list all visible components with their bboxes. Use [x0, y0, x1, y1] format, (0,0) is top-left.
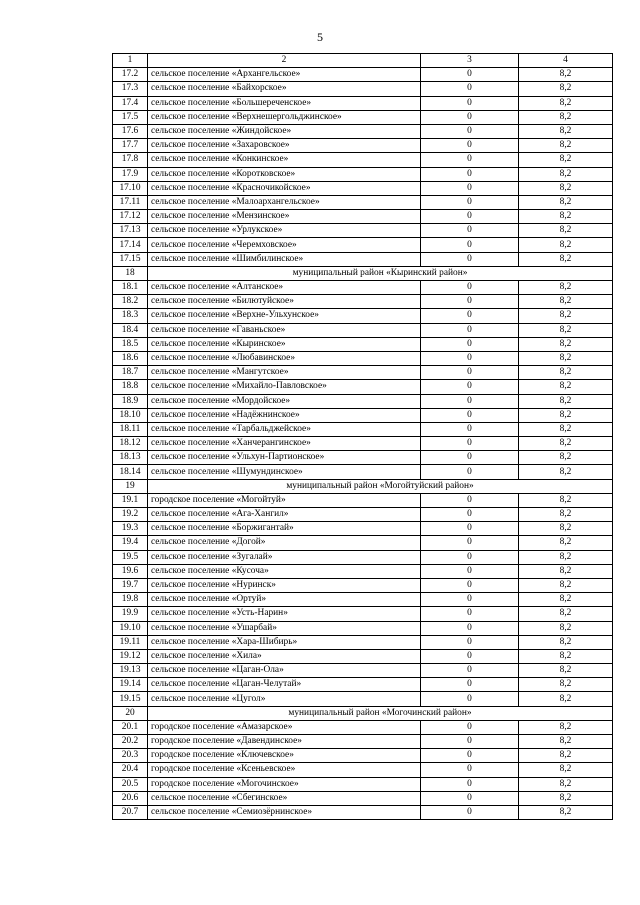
row-number: 19.10: [113, 621, 148, 635]
row-number: 18.7: [113, 366, 148, 380]
settlement-name: сельское поселение «Догой»: [148, 536, 421, 550]
table-row: [113, 664, 613, 678]
table-row: [113, 607, 613, 621]
table-row: [113, 720, 613, 734]
column-3-value: 0: [421, 607, 519, 621]
section-title: муниципальный район «Могочинский район»: [148, 706, 613, 720]
column-3-value: 0: [421, 337, 519, 351]
column-4-value: 8,2: [519, 550, 613, 564]
row-number: 20.2: [113, 735, 148, 749]
column-3-value: 0: [421, 593, 519, 607]
settlement-name: сельское поселение «Кыринское»: [148, 337, 421, 351]
column-4-value: 8,2: [519, 281, 613, 295]
table-row: [113, 649, 613, 663]
column-4-value: 8,2: [519, 805, 613, 819]
settlement-name: сельское поселение «Билютуйское»: [148, 295, 421, 309]
settlement-name: городское поселение «Могойтуй»: [148, 493, 421, 507]
column-3-value: 0: [421, 621, 519, 635]
row-number: 18.10: [113, 408, 148, 422]
row-number: 18.3: [113, 309, 148, 323]
settlement-name: сельское поселение «Зугалай»: [148, 550, 421, 564]
settlement-name: сельское поселение «Урлукское»: [148, 224, 421, 238]
table-row: [113, 493, 613, 507]
column-4-value: 8,2: [519, 678, 613, 692]
column-4-value: 8,2: [519, 422, 613, 436]
column-3-value: 0: [421, 181, 519, 195]
settlement-name: сельское поселение «Ага-Хангил»: [148, 508, 421, 522]
column-4-value: 8,2: [519, 82, 613, 96]
row-number: 20.4: [113, 763, 148, 777]
settlement-name: сельское поселение «Цаган-Челутай»: [148, 678, 421, 692]
table-row: [113, 635, 613, 649]
table-row: [113, 451, 613, 465]
section-number: 20: [113, 706, 148, 720]
column-4-value: 8,2: [519, 564, 613, 578]
row-number: 19.15: [113, 692, 148, 706]
settlement-name: сельское поселение «Малоархангельское»: [148, 195, 421, 209]
settlement-name: городское поселение «Ксеньевское»: [148, 763, 421, 777]
table-row: [113, 593, 613, 607]
row-number: 20.1: [113, 720, 148, 734]
column-3-value: 0: [421, 281, 519, 295]
column-3-value: 0: [421, 139, 519, 153]
row-number: 18.13: [113, 451, 148, 465]
row-number: 17.13: [113, 224, 148, 238]
column-3-value: 0: [421, 295, 519, 309]
column-3-value: 0: [421, 366, 519, 380]
table-row: [113, 777, 613, 791]
row-number: 17.6: [113, 124, 148, 138]
column-4-value: 8,2: [519, 210, 613, 224]
column-3-value: 0: [421, 720, 519, 734]
column-4-value: 8,2: [519, 124, 613, 138]
column-3-value: 0: [421, 96, 519, 110]
page-number: 5: [317, 30, 323, 44]
table-row: [113, 522, 613, 536]
row-number: 18.11: [113, 422, 148, 436]
settlement-name: сельское поселение «Мензинское»: [148, 210, 421, 224]
column-4-value: 8,2: [519, 607, 613, 621]
table-row: [113, 167, 613, 181]
table-row: [113, 124, 613, 138]
column-3-value: 0: [421, 735, 519, 749]
column-4-value: 8,2: [519, 252, 613, 266]
settlement-name: сельское поселение «Усть-Нарин»: [148, 607, 421, 621]
column-3-value: 0: [421, 635, 519, 649]
row-number: 18.9: [113, 394, 148, 408]
table-row: [113, 181, 613, 195]
settlement-name: сельское поселение «Конкинское»: [148, 153, 421, 167]
column-4-value: 8,2: [519, 621, 613, 635]
row-number: 17.11: [113, 195, 148, 209]
settlement-name: сельское поселение «Алтанское»: [148, 281, 421, 295]
column-4-value: 8,2: [519, 720, 613, 734]
settlement-name: сельское поселение «Красночикойское»: [148, 181, 421, 195]
table-row: [113, 82, 613, 96]
column-4-value: 8,2: [519, 380, 613, 394]
column-3-value: 0: [421, 522, 519, 536]
row-number: 17.3: [113, 82, 148, 96]
table-row: [113, 96, 613, 110]
table-row: [113, 465, 613, 479]
settlement-name: сельское поселение «Боржигантай»: [148, 522, 421, 536]
column-4-value: 8,2: [519, 224, 613, 238]
column-3-value: 0: [421, 465, 519, 479]
column-3-value: 0: [421, 749, 519, 763]
settlement-name: сельское поселение «Сбегинское»: [148, 791, 421, 805]
table-row: [113, 550, 613, 564]
column-3-value: 0: [421, 153, 519, 167]
settlement-name: сельское поселение «Верхне-Ульхунское»: [148, 309, 421, 323]
column-4-value: 8,2: [519, 68, 613, 82]
row-number: 19.12: [113, 649, 148, 663]
row-number: 17.8: [113, 153, 148, 167]
settlement-name: сельское поселение «Хила»: [148, 649, 421, 663]
row-number: 19.13: [113, 664, 148, 678]
column-4-value: 8,2: [519, 777, 613, 791]
table-row: [113, 224, 613, 238]
column-4-value: 8,2: [519, 649, 613, 663]
row-number: 17.9: [113, 167, 148, 181]
column-4-value: 8,2: [519, 139, 613, 153]
table-row: [113, 805, 613, 819]
settlement-name: сельское поселение «Шимбилинское»: [148, 252, 421, 266]
column-3-value: 0: [421, 422, 519, 436]
settlement-name: сельское поселение «Захаровское»: [148, 139, 421, 153]
table-row: [113, 309, 613, 323]
table-row: [113, 366, 613, 380]
table-row: [113, 337, 613, 351]
row-number: 17.4: [113, 96, 148, 110]
settlement-name: сельское поселение «Ортуй»: [148, 593, 421, 607]
table-row: [113, 564, 613, 578]
column-4-value: 8,2: [519, 593, 613, 607]
table-row: [113, 323, 613, 337]
column-3-value: 0: [421, 664, 519, 678]
row-number: 19.11: [113, 635, 148, 649]
column-3-value: 0: [421, 649, 519, 663]
column-4-value: 8,2: [519, 110, 613, 124]
row-number: 19.8: [113, 593, 148, 607]
settlement-name: сельское поселение «Ульхун-Партионское»: [148, 451, 421, 465]
column-3-value: 0: [421, 692, 519, 706]
column-4-value: 8,2: [519, 408, 613, 422]
table-row: [113, 153, 613, 167]
column-4-value: 8,2: [519, 167, 613, 181]
data-table: [112, 53, 613, 820]
settlement-name: сельское поселение «Цугол»: [148, 692, 421, 706]
settlement-name: сельское поселение «Байхорское»: [148, 82, 421, 96]
column-3-value: 0: [421, 68, 519, 82]
column-4-value: 8,2: [519, 749, 613, 763]
row-number: 19.5: [113, 550, 148, 564]
column-4-value: 8,2: [519, 763, 613, 777]
column-3-value: 0: [421, 82, 519, 96]
table-row: [113, 735, 613, 749]
table-body: [113, 68, 613, 820]
column-4-value: 8,2: [519, 664, 613, 678]
column-3-value: 0: [421, 564, 519, 578]
table-row: [113, 68, 613, 82]
column-3-value: 0: [421, 508, 519, 522]
row-number: 18.4: [113, 323, 148, 337]
column-4-value: 8,2: [519, 195, 613, 209]
row-number: 20.6: [113, 791, 148, 805]
table-row: [113, 437, 613, 451]
settlement-name: сельское поселение «Цаган-Ола»: [148, 664, 421, 678]
row-number: 17.12: [113, 210, 148, 224]
table-row: [113, 422, 613, 436]
row-number: 17.5: [113, 110, 148, 124]
row-number: 20.7: [113, 805, 148, 819]
settlement-name: сельское поселение «Кусоча»: [148, 564, 421, 578]
settlement-name: сельское поселение «Архангельское»: [148, 68, 421, 82]
settlement-name: сельское поселение «Тарбальджейское»: [148, 422, 421, 436]
settlement-name: сельское поселение «Ушарбай»: [148, 621, 421, 635]
column-4-value: 8,2: [519, 735, 613, 749]
settlement-name: сельское поселение «Черемховское»: [148, 238, 421, 252]
settlement-name: городское поселение «Давендинское»: [148, 735, 421, 749]
settlement-name: сельское поселение «Надёжнинское»: [148, 408, 421, 422]
settlement-name: сельское поселение «Семиозёрнинское»: [148, 805, 421, 819]
section-row: [113, 266, 613, 280]
table-row: [113, 763, 613, 777]
table-row: [113, 408, 613, 422]
column-4-value: 8,2: [519, 238, 613, 252]
table-row: [113, 394, 613, 408]
column-3-value: 0: [421, 437, 519, 451]
settlement-name: сельское поселение «Хара-Шибирь»: [148, 635, 421, 649]
column-3-value: 0: [421, 678, 519, 692]
settlement-name: сельское поселение «Нуринск»: [148, 578, 421, 592]
column-3-value: 0: [421, 536, 519, 550]
column-3-value: 0: [421, 805, 519, 819]
header-col-1: 1: [113, 54, 148, 68]
column-4-value: 8,2: [519, 96, 613, 110]
table-row: [113, 295, 613, 309]
column-4-value: 8,2: [519, 295, 613, 309]
header-row: [113, 54, 613, 68]
row-number: 18.8: [113, 380, 148, 394]
settlement-name: сельское поселение «Ханчерангинское»: [148, 437, 421, 451]
section-number: 18: [113, 266, 148, 280]
column-4-value: 8,2: [519, 181, 613, 195]
column-4-value: 8,2: [519, 522, 613, 536]
row-number: 19.4: [113, 536, 148, 550]
table-row: [113, 281, 613, 295]
table-row: [113, 692, 613, 706]
column-3-value: 0: [421, 210, 519, 224]
column-4-value: 8,2: [519, 309, 613, 323]
row-number: 19.14: [113, 678, 148, 692]
row-number: 18.6: [113, 351, 148, 365]
column-4-value: 8,2: [519, 508, 613, 522]
header-col-3: 3: [421, 54, 519, 68]
column-3-value: 0: [421, 309, 519, 323]
column-4-value: 8,2: [519, 536, 613, 550]
row-number: 18.5: [113, 337, 148, 351]
column-4-value: 8,2: [519, 578, 613, 592]
section-number: 19: [113, 479, 148, 493]
row-number: 18.2: [113, 295, 148, 309]
row-number: 17.14: [113, 238, 148, 252]
row-number: 19.3: [113, 522, 148, 536]
settlement-name: сельское поселение «Гаваньское»: [148, 323, 421, 337]
table-row: [113, 139, 613, 153]
column-4-value: 8,2: [519, 692, 613, 706]
settlement-name: сельское поселение «Михайло-Павловское»: [148, 380, 421, 394]
column-3-value: 0: [421, 763, 519, 777]
row-number: 18.1: [113, 281, 148, 295]
section-row: [113, 706, 613, 720]
column-3-value: 0: [421, 351, 519, 365]
column-3-value: 0: [421, 323, 519, 337]
settlement-name: сельское поселение «Мангутское»: [148, 366, 421, 380]
table-row: [113, 621, 613, 635]
settlement-name: городское поселение «Ключевское»: [148, 749, 421, 763]
column-3-value: 0: [421, 578, 519, 592]
section-row: [113, 479, 613, 493]
row-number: 19.7: [113, 578, 148, 592]
column-4-value: 8,2: [519, 493, 613, 507]
column-3-value: 0: [421, 493, 519, 507]
column-3-value: 0: [421, 224, 519, 238]
row-number: 19.6: [113, 564, 148, 578]
row-number: 18.12: [113, 437, 148, 451]
settlement-name: сельское поселение «Верхнешергольджинское»: [148, 110, 421, 124]
column-3-value: 0: [421, 394, 519, 408]
column-4-value: 8,2: [519, 791, 613, 805]
table-row: [113, 380, 613, 394]
column-3-value: 0: [421, 195, 519, 209]
row-number: 17.15: [113, 252, 148, 266]
header-col-2: 2: [148, 54, 421, 68]
column-3-value: 0: [421, 124, 519, 138]
column-3-value: 0: [421, 777, 519, 791]
settlement-name: сельское поселение «Мордойское»: [148, 394, 421, 408]
row-number: 20.5: [113, 777, 148, 791]
row-number: 19.9: [113, 607, 148, 621]
row-number: 20.3: [113, 749, 148, 763]
settlement-name: городское поселение «Могочинское»: [148, 777, 421, 791]
column-3-value: 0: [421, 791, 519, 805]
column-4-value: 8,2: [519, 465, 613, 479]
column-3-value: 0: [421, 408, 519, 422]
table-row: [113, 536, 613, 550]
table-row: [113, 791, 613, 805]
table-row: [113, 252, 613, 266]
settlement-name: сельское поселение «Жиндойское»: [148, 124, 421, 138]
column-4-value: 8,2: [519, 366, 613, 380]
table-row: [113, 351, 613, 365]
settlement-name: сельское поселение «Шумундинское»: [148, 465, 421, 479]
header-col-4: 4: [519, 54, 613, 68]
settlement-name: сельское поселение «Коротковское»: [148, 167, 421, 181]
column-4-value: 8,2: [519, 437, 613, 451]
table-row: [113, 110, 613, 124]
section-title: муниципальный район «Могойтуйский район»: [148, 479, 613, 493]
column-3-value: 0: [421, 380, 519, 394]
column-3-value: 0: [421, 167, 519, 181]
table-row: [113, 238, 613, 252]
row-number: 17.2: [113, 68, 148, 82]
column-3-value: 0: [421, 451, 519, 465]
row-number: 19.1: [113, 493, 148, 507]
table-row: [113, 195, 613, 209]
column-4-value: 8,2: [519, 323, 613, 337]
table-row: [113, 210, 613, 224]
column-3-value: 0: [421, 550, 519, 564]
row-number: 17.7: [113, 139, 148, 153]
column-4-value: 8,2: [519, 635, 613, 649]
row-number: 18.14: [113, 465, 148, 479]
column-4-value: 8,2: [519, 394, 613, 408]
column-3-value: 0: [421, 238, 519, 252]
settlement-name: городское поселение «Амазарское»: [148, 720, 421, 734]
table-row: [113, 578, 613, 592]
column-3-value: 0: [421, 252, 519, 266]
settlement-name: сельское поселение «Любавинское»: [148, 351, 421, 365]
table-row: [113, 678, 613, 692]
row-number: 19.2: [113, 508, 148, 522]
row-number: 17.10: [113, 181, 148, 195]
table-row: [113, 508, 613, 522]
column-4-value: 8,2: [519, 153, 613, 167]
section-title: муниципальный район «Кыринский район»: [148, 266, 613, 280]
column-4-value: 8,2: [519, 351, 613, 365]
table-row: [113, 749, 613, 763]
column-4-value: 8,2: [519, 337, 613, 351]
settlement-name: сельское поселение «Большереченское»: [148, 96, 421, 110]
column-3-value: 0: [421, 110, 519, 124]
column-4-value: 8,2: [519, 451, 613, 465]
